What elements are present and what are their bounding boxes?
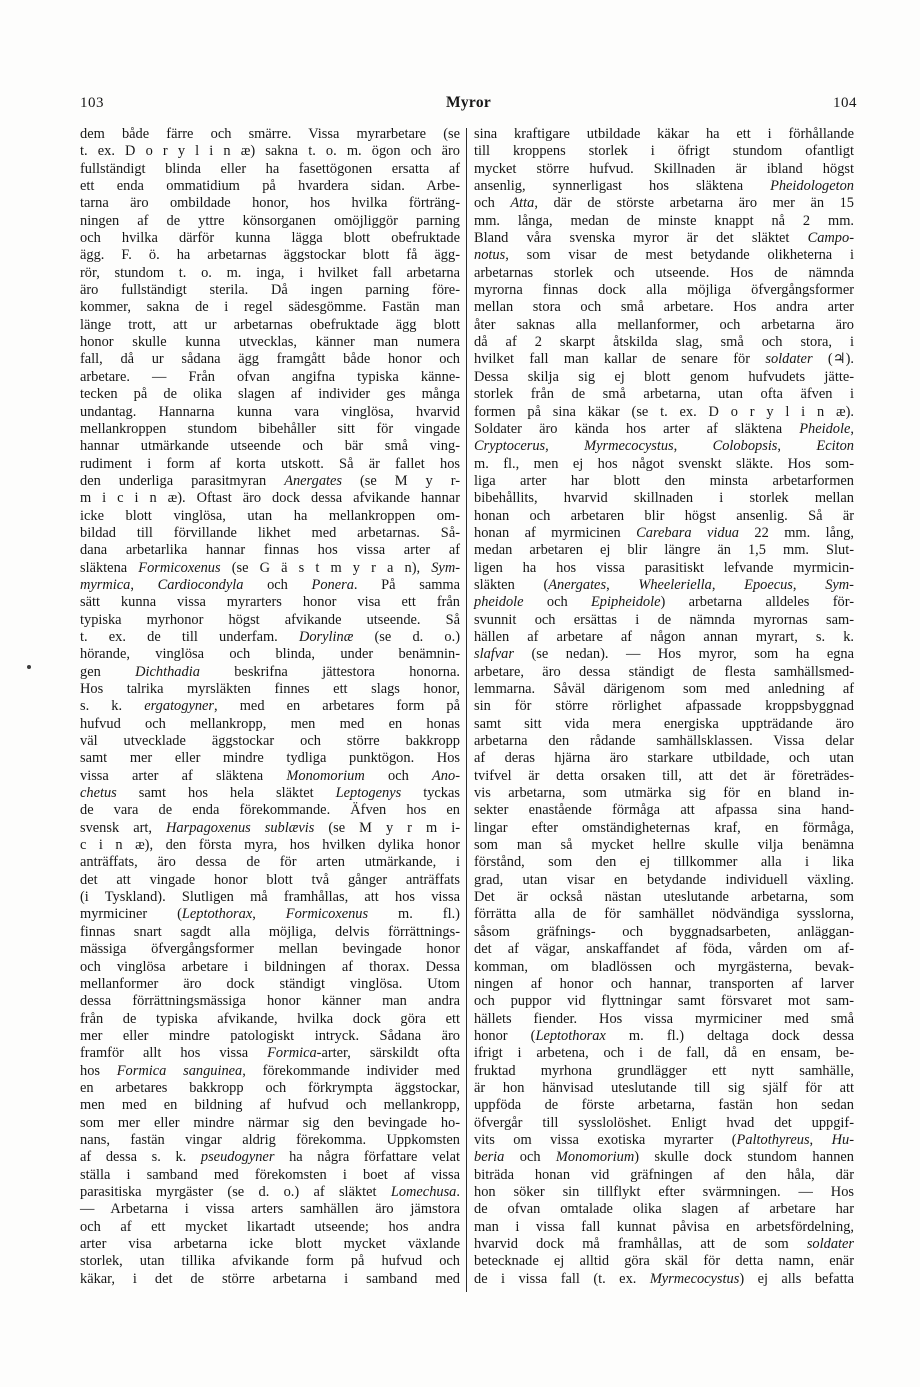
text-line: fullständigt blinda eller ha fasettögonen ersatta af bbox=[80, 160, 460, 177]
text-line: t. ex. de till underfam. Dorylinæ (se d. o.) bbox=[80, 628, 461, 645]
text-line: och vinglösa arbetare i bildningen af thorax. Dessa bbox=[80, 958, 460, 975]
text-line: tecken på de olika slagen af individer ges många bbox=[80, 386, 460, 403]
text-line: arbetarna den rådande samhällsklassen. Vissa delar bbox=[474, 733, 854, 750]
text-line: tvifvel är detta orsaken till, att det är företrädes- bbox=[474, 767, 854, 784]
text-line: icke blott vinglösa, utan ha mellankroppen om- bbox=[80, 507, 460, 524]
left-column bbox=[80, 126, 460, 1292]
text-line: mässiga öfvergångsformer mellan bevingade honor bbox=[80, 941, 460, 958]
text-line: ställa i samband med förekomsten i boet af vissa bbox=[80, 1166, 460, 1183]
text-line: ligen ha hos vissa parasitiskt lefvande myrmicin- bbox=[474, 559, 854, 576]
text-line: som man så mycket hellre skulle vilja benämna bbox=[474, 837, 854, 854]
text-line: samt sitt vida mera energiska uppträdande äro bbox=[474, 715, 854, 732]
text-line: hörande, vinglösa och blinda, under benämnin- bbox=[80, 646, 460, 663]
text-line: komman, om bladlössen och myrgästerna, bevak- bbox=[474, 958, 854, 975]
text-line: typiska myrhonor högst afvikande utseende. Så bbox=[80, 611, 460, 628]
text-line: betecknade ej alltid göra skäl för detta namn, enär bbox=[474, 1253, 854, 1270]
text-line: af dessa s. k. pseudogyner ha några författare velat bbox=[80, 1149, 461, 1166]
text-line: Det är också nästan uteslutande arbetarna, som bbox=[474, 889, 854, 906]
page-header bbox=[80, 94, 857, 114]
text-line: c i n æ), den första myra, hos hvilken dylika honor bbox=[80, 837, 460, 854]
text-line: hannar utmärkande utseende och bär små ving- bbox=[80, 438, 460, 455]
text-line: honan och arbetaren blir högst ansenlig. Så är bbox=[474, 507, 854, 524]
text-line: vissa arter af släktena Monomorium och Ano- bbox=[80, 767, 460, 784]
text-line: fruktad myrhona grundlägger ett nytt samhälle, bbox=[474, 1062, 854, 1079]
text-line: de vara de enda förekommande. Äfven hos en bbox=[80, 802, 460, 819]
text-line: framför allt hos vissa Formica-arter, särskildt ofta bbox=[80, 1045, 460, 1062]
text-line: åter saknas alla mellanformer, och arbetarna äro bbox=[474, 316, 854, 333]
text-line: finnas snart sagdt alla möjliga, delvis förrättnings- bbox=[80, 923, 460, 940]
text-line: hvilket fall man kallar de senare för soldater (♃). bbox=[474, 351, 854, 368]
text-line: myrorna finnas dock alla möjliga öfvergångsformer bbox=[474, 282, 854, 299]
text-line: mer eller mindre patologiskt intryck. Sådana äro bbox=[80, 1027, 460, 1044]
text-line: äro fullständigt sterila. Då ingen parning före- bbox=[80, 282, 460, 299]
text-line: vits om vissa exotiska myrarter (Paltothyreus, Hu- bbox=[474, 1131, 854, 1148]
text-line: fall, då ur sådana ägg framgått både honor och bbox=[80, 351, 460, 368]
column-divider bbox=[466, 128, 467, 1292]
text-line: dana arbetarlika hannar finnas hos vissa arter af bbox=[80, 542, 460, 559]
text-line: från de typiska afvikande, hvilka dock göra ett bbox=[80, 1010, 460, 1027]
text-line: ägg. F. ö. ha arbetarnas äggstockar blott få ägg- bbox=[80, 247, 460, 264]
page-body bbox=[80, 126, 857, 1292]
text-line: rör, stundom t. o. m. inga, i hvilket fall arbetarna bbox=[80, 264, 460, 281]
text-line: sin för större rörlighet afpassade kroppsbyggnad bbox=[474, 698, 854, 715]
text-line: m i c i n æ). Oftast äro dock dessa afvikande hannar bbox=[80, 490, 460, 507]
text-line: undantag. Hannarna kunna vara vinglösa, hvarvid bbox=[80, 403, 460, 420]
text-line: — Arbetarna i vissa arters samhällen äro jämstora bbox=[80, 1201, 460, 1218]
text-line: kommer, sakna de i regel sädesgömme. Fastän man bbox=[80, 299, 460, 316]
text-line: vis arbetarna, som utmärka sig för en bland in- bbox=[474, 785, 854, 802]
text-line: pheidole och Epipheidole) arbetarna alldeles för- bbox=[474, 594, 854, 611]
text-line: tarna äro ombildade honor, hos hvilka förträng- bbox=[80, 195, 460, 212]
page-number-left: 103 bbox=[80, 95, 104, 111]
text-line: arter visa arbetarna icke blott mycket växlande bbox=[80, 1236, 460, 1252]
text-line: förstånd, som den ej tillkommer alla i lika bbox=[474, 854, 854, 871]
text-line: hvarvid dock må framhållas, att de som soldater bbox=[474, 1236, 854, 1252]
text-line: dessa förrättningsmässiga honor känner man andra bbox=[80, 993, 460, 1010]
text-line: ifrigt i arbetena, och i de fall, då en ensam, be- bbox=[474, 1045, 854, 1062]
text-line: arbetare, äro dessa ständigt de flesta samhällsmed- bbox=[474, 663, 854, 680]
text-line: Soldater äro kända hos arter af släktena Pheidole, bbox=[474, 420, 854, 437]
text-line: den underliga parasitmyran Anergates (se M y r- bbox=[80, 472, 460, 489]
text-line: anträffats, äro dessa de för arten utmärkande, i bbox=[80, 854, 460, 871]
text-line: uppföda de förste arbetarna, fastän hon sedan bbox=[474, 1097, 854, 1114]
text-line: arbetare. — Från ofvan angifna typiska känne- bbox=[80, 368, 460, 385]
text-line: en arbetares bakkropp och förkrympta äggstockar, bbox=[80, 1079, 460, 1096]
text-line: mm. långa, medan de minste knappt nå 2 mm. bbox=[474, 212, 854, 229]
text-line: ansenlig, synnerligast hos släktena Pheidologeton bbox=[474, 178, 854, 195]
text-line: mycket större hufvud. Skillnaden är ibland högst bbox=[474, 160, 854, 177]
text-line: (i Tyskland). Slutligen må framhållas, att hos vissa bbox=[80, 889, 460, 906]
text-line: är hon hänvisad uteslutande till sig själf för att bbox=[474, 1079, 854, 1096]
text-line: men med en bildning af hufvud och mellankropp, bbox=[80, 1097, 460, 1114]
text-line: honor skulle kunna utvecklas, känner man numera bbox=[80, 334, 460, 351]
text-line: slafvar (se nedan). — Hos myror, som ha egna bbox=[474, 646, 854, 663]
text-line: och puppor vid flyttningar samt försvaret mot sam- bbox=[474, 993, 854, 1010]
text-line: käkar, i det de större arbetarna i samband med bbox=[80, 1270, 460, 1287]
text-line: bibehållits, hvarvid skillnaden i storlek mellan bbox=[474, 490, 854, 507]
text-line: sekter enastående förmåga att afpassa sina hand- bbox=[474, 802, 854, 819]
text-line: formen på sina käkar (se t. ex. D o r y l i n æ). bbox=[474, 403, 854, 420]
text-line: arbetarnas storlek och utseende. Hos de nämnda bbox=[474, 264, 854, 281]
text-line: det att vingade honor blott två gånger anträffats bbox=[80, 871, 460, 888]
text-line: myrmica, Cardiocondyla och Ponera. På samma bbox=[80, 576, 460, 593]
text-line: honor (Leptothorax m. fl.) deltaga dock dessa bbox=[474, 1027, 854, 1044]
text-line: och Atta, där de störste arbetarna äro mer än 15 bbox=[474, 195, 854, 212]
text-line: såsom gräfnings- och byggnadsarbeten, anläggan- bbox=[474, 923, 854, 940]
text-line: de ofvan omtalade olika slagen af arbetare har bbox=[474, 1201, 854, 1218]
text-line: nans, fastän vingar aldrig förekomma. Uppkomsten bbox=[80, 1131, 460, 1148]
text-line: Hos talrika myrsläkten finnes ett slags honor, bbox=[80, 681, 460, 697]
text-line: Bland våra svenska myror är det släktet Campo- bbox=[474, 230, 854, 247]
text-line: hällets fiender. Hos vissa myrmiciner med små bbox=[474, 1010, 854, 1027]
text-line: mellanformer äro dock ständigt vinglösa. Utom bbox=[80, 975, 460, 992]
text-line: väl utvecklade äggstockar och större bakkropp bbox=[80, 733, 460, 750]
text-line: och af ett mycket likartadt utseende; hos andra bbox=[80, 1218, 460, 1235]
text-line: biträda honan vid gräfningen af den håla, där bbox=[474, 1166, 854, 1183]
text-line: som mer eller mindre närmar sig den bevingade ho- bbox=[80, 1114, 460, 1131]
text-line: ningen af honor och hannar, transporten af larver bbox=[474, 975, 854, 992]
text-line: länge trott, att ur arbetarnas obefruktade ägg blott bbox=[80, 316, 460, 333]
scan-speck bbox=[27, 665, 31, 669]
text-line: Dessa skilja sig ej blott genom hufvudets jätte- bbox=[474, 368, 854, 385]
text-line: beria och Monomorium) skulle dock stundom hannen bbox=[474, 1149, 854, 1166]
text-line: sina kraftigare utbildade käkar ha ett i förhållande bbox=[474, 126, 854, 142]
text-line: hufvud och mellankropp, men med en honas bbox=[80, 715, 460, 732]
text-line: till kroppens storlek i öfrigt stundom ofantligt bbox=[474, 143, 854, 160]
text-line: samt mer eller mindre tydliga punktögon. Hos bbox=[80, 750, 460, 767]
text-line: rudiment i form af korta utskott. Så är fallet hos bbox=[80, 455, 460, 472]
text-line: chetus samt hos hela släktet Leptogenys tyckas bbox=[80, 785, 460, 802]
text-line: af deras hjärna äro starkare utbildade, och utan bbox=[474, 750, 854, 767]
text-line: då af 2 skarpt åtskilda slag, små och stora, i bbox=[474, 334, 854, 351]
text-line: lemmarna. Såväl därigenom som med anledning af bbox=[474, 681, 854, 697]
text-line: gen Dichthadia beskrifna jättestora honorna. bbox=[80, 663, 460, 680]
text-line: dem både färre och smärre. Vissa myrarbetare (se bbox=[80, 126, 460, 142]
text-line: mellankroppen stundom bibehåller sitt för vingade bbox=[80, 420, 460, 437]
text-line: medan arbetaren ej blir längre än 1,5 mm. Slut- bbox=[474, 542, 854, 559]
text-line: de i vissa fall (t. ex. Myrmecocystus) ej alls befatta bbox=[474, 1270, 854, 1287]
text-line: ningen af de yttre könsorganen omöjliggör parning bbox=[80, 212, 460, 229]
text-line: svunnit och ersättas i de nämnda myrornas sam- bbox=[474, 611, 854, 628]
text-line: honan af myrmicinen Carebara vidua 22 mm. lång, bbox=[474, 524, 854, 541]
text-line: släktena Formicoxenus (se G ä s t m y r a n), Sym- bbox=[80, 559, 461, 576]
text-line: liga arter har blott den minsta arbetarformen bbox=[474, 472, 854, 489]
text-line: Cryptocerus, Myrmecocystus, Colobopsis, Eciton bbox=[474, 438, 854, 455]
text-line: och hvilka därför kunna lägga blott obefruktade bbox=[80, 230, 460, 247]
text-line: förrätta alla de för samhället nödvändiga sysslorna, bbox=[474, 906, 854, 923]
text-line: sätt kunna vissa myrarters honor visa ett från bbox=[80, 594, 460, 611]
text-line: parasitiska myrgäster (se d. o.) af släktet Lomechusa. bbox=[80, 1183, 460, 1200]
text-line: lingar efter omständigheternas kraf, en förmåga, bbox=[474, 819, 854, 836]
text-line: notus, som visar de mest betydande olikheterna i bbox=[474, 247, 854, 264]
text-line: det af vägar, anskaffandet af föda, vården om af- bbox=[474, 941, 854, 958]
text-line: ett enda ommatidium på hvardera sidan. Arbe- bbox=[80, 178, 460, 195]
text-line: hos Formica sanguinea, förekommande individer med bbox=[80, 1062, 460, 1079]
text-line: t. ex. D o r y l i n æ) sakna t. o. m. ögon och äro bbox=[80, 143, 460, 160]
text-line: s. k. ergatogyner, med en arbetares form på bbox=[80, 698, 461, 715]
text-line: storlek från de små arbetarna, utan ofta äfven i bbox=[474, 386, 854, 403]
page-title: Myror bbox=[445, 94, 492, 111]
text-line: mellan stora och små arbetare. Hos andra arter bbox=[474, 299, 854, 316]
text-line: hällen af arbetare af någon annan myrart, s. k. bbox=[474, 628, 854, 645]
text-line: m. fl., men ej hos något svenskt släkte. Hos som- bbox=[474, 455, 854, 472]
page-number-right: 104 bbox=[833, 95, 857, 111]
text-line: svensk art, Harpagoxenus sublævis (se M y r m i- bbox=[80, 819, 460, 836]
text-line: grad, utan visar en betydande individuell växling. bbox=[474, 871, 854, 888]
text-line: man i vissa fall kunnat påvisa en arbetsfördelning, bbox=[474, 1218, 854, 1235]
text-line: bildad till förvillande likhet med arbetarnas. Så- bbox=[80, 524, 460, 541]
text-line: myrmiciner (Leptothorax, Formicoxenus m. fl.) bbox=[80, 906, 460, 923]
right-column bbox=[474, 126, 854, 1292]
text-line: storlek, utan tillika afvikande form på hufvud och bbox=[80, 1253, 460, 1270]
text-line: släkten (Anergates, Wheeleriella, Epoecus, Sym- bbox=[474, 576, 854, 593]
text-line: hon söker sin tillflykt efter svärmningen. — Hos bbox=[474, 1183, 854, 1200]
text-line: öfvergår till sysslolöshet. Enligt hvad det uppgif- bbox=[474, 1114, 854, 1131]
